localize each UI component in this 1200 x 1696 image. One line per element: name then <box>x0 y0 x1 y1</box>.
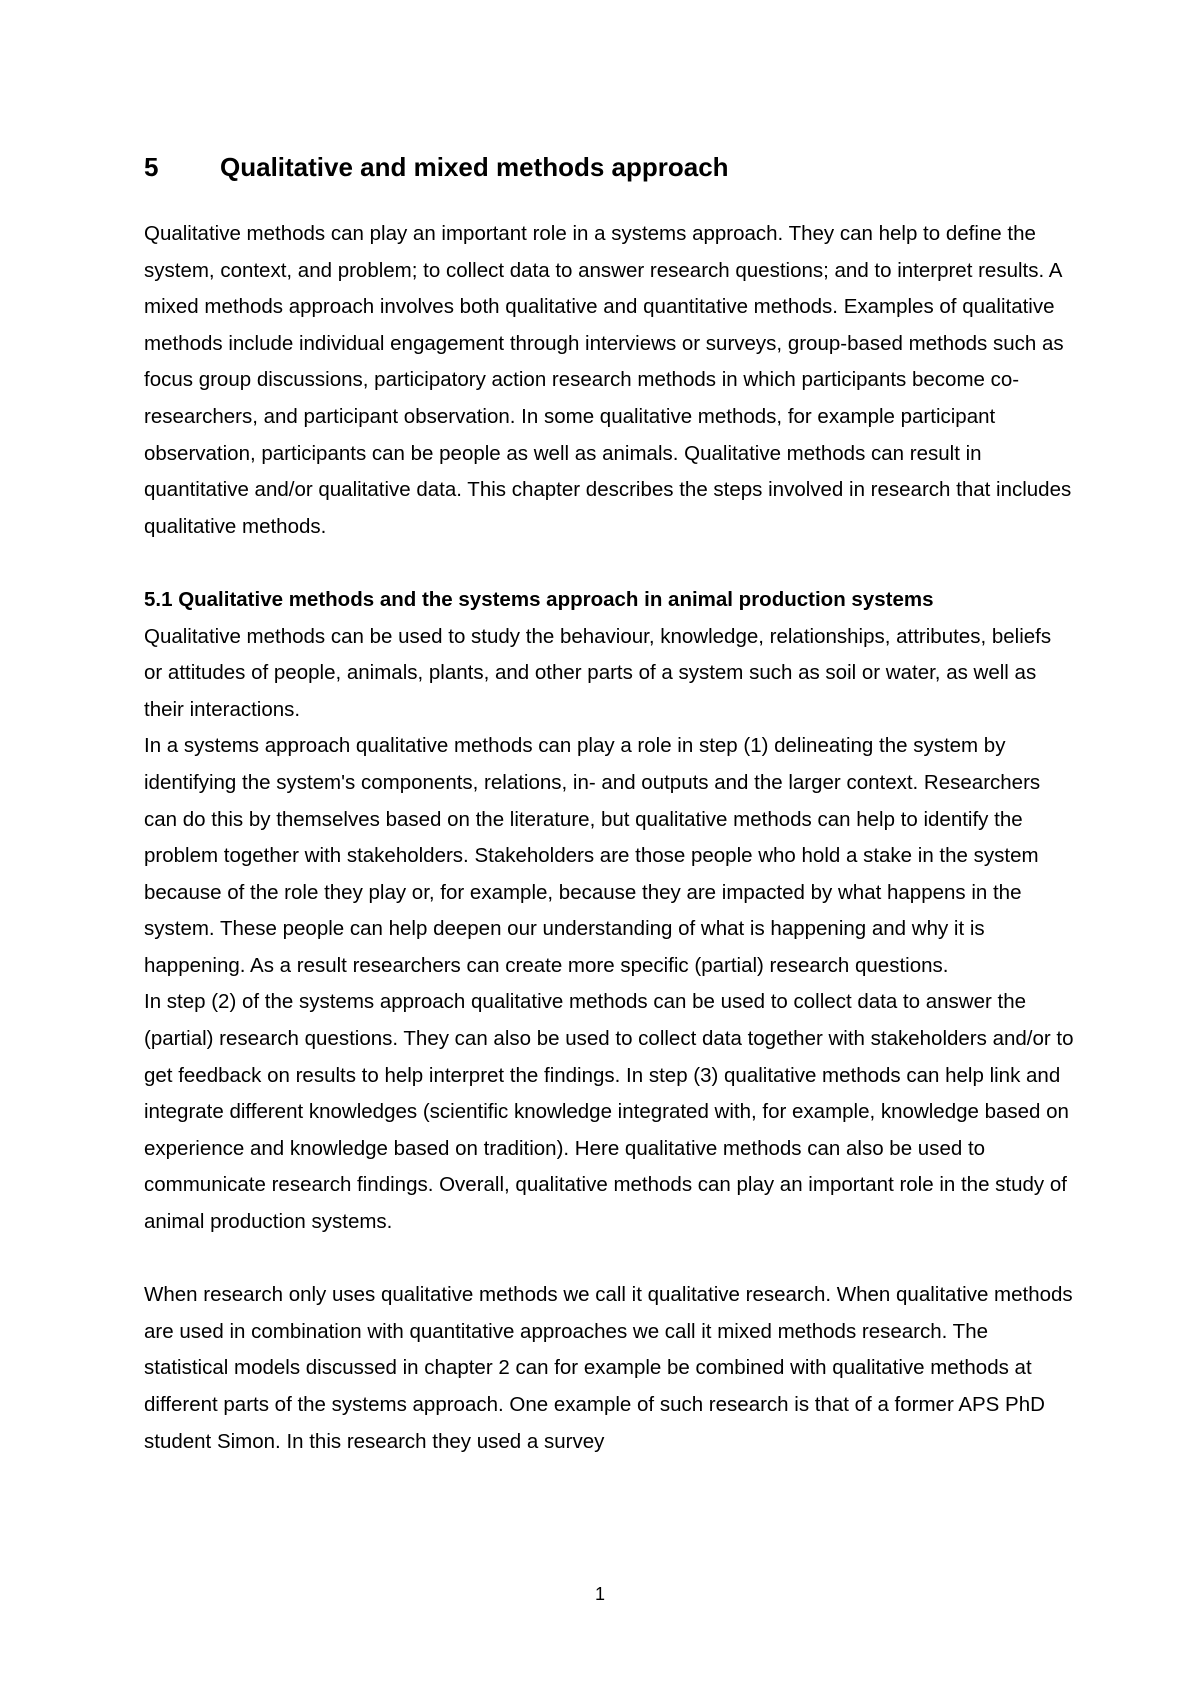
section-heading-5-1: 5.1 Qualitative methods and the systems approach in animal production systems <box>144 587 934 611</box>
chapter-title: Qualitative and mixed methods approach <box>220 152 729 182</box>
paragraph-spacer <box>144 545 1074 582</box>
page-content <box>144 150 1074 1460</box>
section-5-1-paragraph-1: Qualitative methods can be used to study the behaviour, knowledge, relationships, attributes, beliefs or attitudes of people, animals, plants, and other parts of a system such as soil or water, as well as their interactions. <box>144 624 1052 721</box>
intro-paragraph: Qualitative methods can play an important role in a systems approach. They can help to define the system, context, and problem; to collect data to answer research questions; and to interpret results. A mixed methods approach involves both qualitative and quantitative methods. Examples of qualitative methods include individual engagement through interviews or surveys, group-based methods such as focus group discussions, participatory action research methods in which participants become co-researchers, and participant observation. In some qualitative methods, for example participant observation, participants can be people as well as animals. Qualitative methods can result in quantitative and/or qualitative data. This chapter describes the steps involved in research that includes qualitative methods. <box>144 222 1072 538</box>
paragraph-spacer <box>144 1241 1074 1278</box>
mixed-methods-paragraph: When research only uses qualitative methods we call it qualitative research. When qualitative methods are used in combination with quantitative approaches we call it mixed methods research. The statistical models discussed in chapter 2 can for example be combined with qualitative methods at different parts of the systems approach. One example of such research is that of a former APS PhD student Simon. In this research they used a survey <box>144 1283 1073 1453</box>
chapter-number: 5 <box>144 152 159 182</box>
section-5-1-paragraph-2: In a systems approach qualitative methods can play a role in step (1) delineating the system by identifying the system's components, relations, in- and outputs and the larger context. Researchers can do this by themselves based on the literature, but qualitative methods can help to identify the problem together with stakeholders. Stakeholders are those people who hold a stake in the system because of the role they play or, for example, because they are impacted by what happens in the system. These people can help deepen our understanding of what is happening and why it is happening. As a result researchers can create more specific (partial) research questions. <box>144 734 1041 977</box>
page-number: 1 <box>594 1584 605 1604</box>
section-5-1-paragraph-3: In step (2) of the systems approach qualitative methods can be used to collect data to answer the (partial) research questions. They can also be used to collect data together with stakeholders and/or to get feedback on results to help interpret the findings. In step (3) qualitative methods can help link and integrate different knowledges (scientific knowledge integrated with, for example, knowledge based on experience and knowledge based on tradition). Here qualitative methods can also be used to communicate research findings. Overall, qualitative methods can play an important role in the study of animal production systems. <box>144 990 1074 1234</box>
chapter-heading <box>144 150 1074 184</box>
